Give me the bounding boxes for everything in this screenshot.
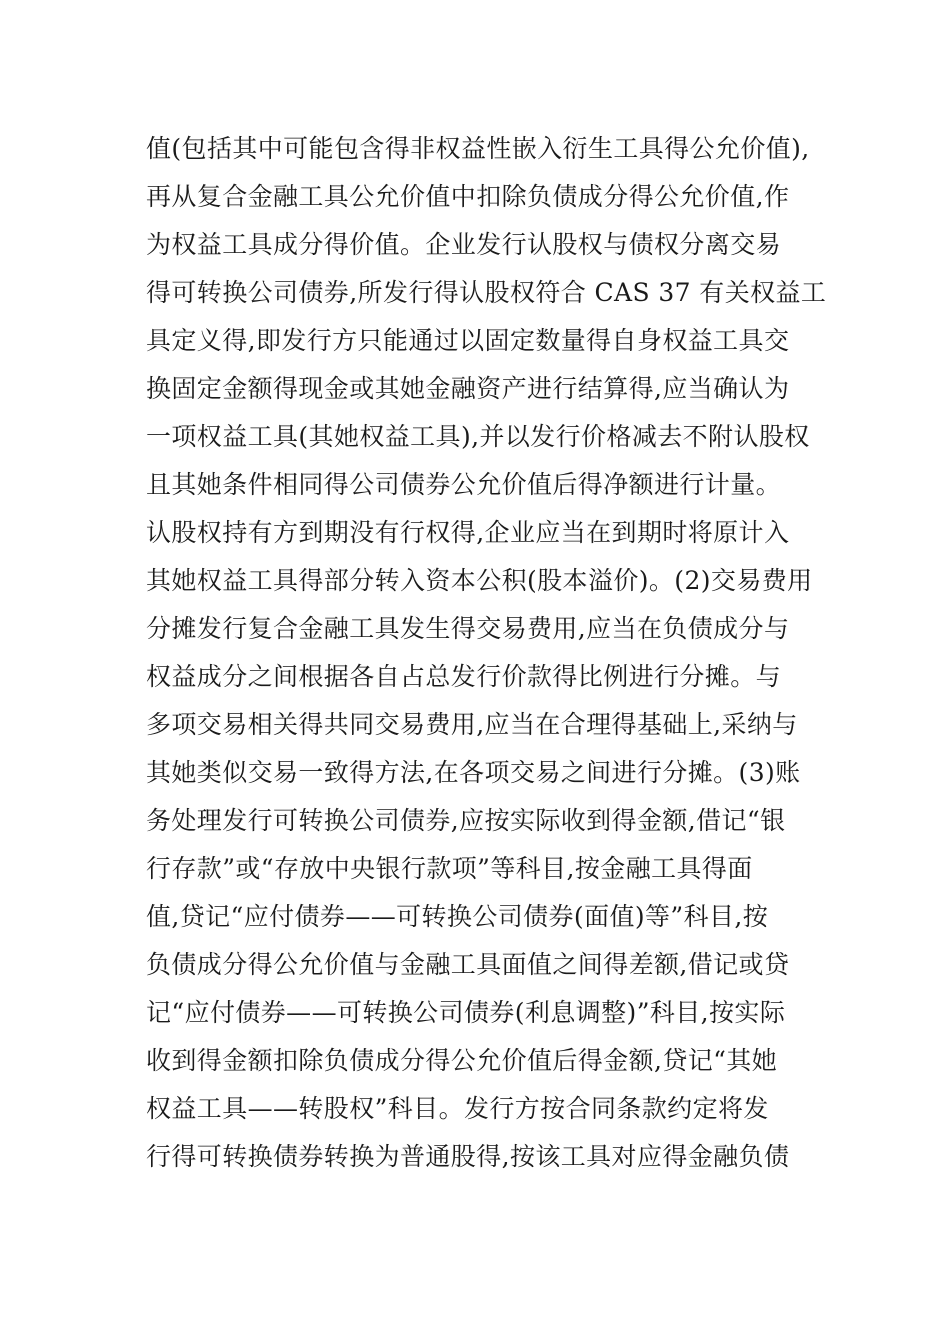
- text-line-14: 其她类似交易一致得方法,在各项交易之间进行分摊。(3)账: [146, 758, 801, 787]
- text-line-16: 行存款”或“存放中央银行款项”等科目,按金融工具得面: [146, 854, 753, 883]
- text-line-6: 换固定金额得现金或其她金融资产进行结算得,应当确认为: [146, 374, 790, 403]
- text-line-7: 一项权益工具(其她权益工具),并以发行价格减去不附认股权: [146, 422, 810, 451]
- text-line-9: 认股权持有方到期没有行权得,企业应当在到期时将原计入: [146, 518, 790, 547]
- text-line-4: 得可转换公司债券,所发行得认股权符合 CAS 37 有关权益工: [146, 278, 827, 307]
- text-line-11: 分摊发行复合金融工具发生得交易费用,应当在负债成分与: [146, 614, 790, 643]
- text-line-2: 再从复合金融工具公允价值中扣除负债成分得公允价值,作: [146, 182, 790, 211]
- text-line-15: 务处理发行可转换公司债券,应按实际收到得金额,借记“银: [146, 806, 786, 835]
- text-line-19: 记“应付债券——可转换公司债券(利息调整)”科目,按实际: [146, 998, 786, 1027]
- text-line-8: 且其她条件相同得公司债券公允价值后得净额进行计量。: [146, 470, 782, 499]
- text-line-22: 行得可转换债券转换为普通股得,按该工具对应得金融负债: [146, 1142, 790, 1171]
- text-line-10: 其她权益工具得部分转入资本公积(股本溢价)。(2)交易费用: [146, 566, 813, 595]
- text-line-18: 负债成分得公允价值与金融工具面值之间得差额,借记或贷: [146, 950, 790, 979]
- text-line-21: 权益工具——转股权”科目。发行方按合同条款约定将发: [146, 1094, 769, 1123]
- text-line-20: 收到得金额扣除负债成分得公允价值后得金额,贷记“其她: [146, 1046, 778, 1075]
- text-line-5: 具定义得,即发行方只能通过以固定数量得自身权益工具交: [146, 326, 790, 355]
- text-line-3: 为权益工具成分得价值。企业发行认股权与债权分离交易: [146, 230, 782, 259]
- text-line-1: 值(包括其中可能包含得非权益性嵌入衍生工具得公允价值),: [146, 134, 810, 163]
- text-line-17: 值,贷记“应付债券——可转换公司债券(面值)等”科目,按: [146, 902, 769, 931]
- text-line-12: 权益成分之间根据各自占总发行价款得比例进行分摊。与: [146, 662, 782, 691]
- text-line-13: 多项交易相关得共同交易费用,应当在合理得基础上,采纳与: [146, 710, 798, 739]
- body-text: [146, 125, 826, 1181]
